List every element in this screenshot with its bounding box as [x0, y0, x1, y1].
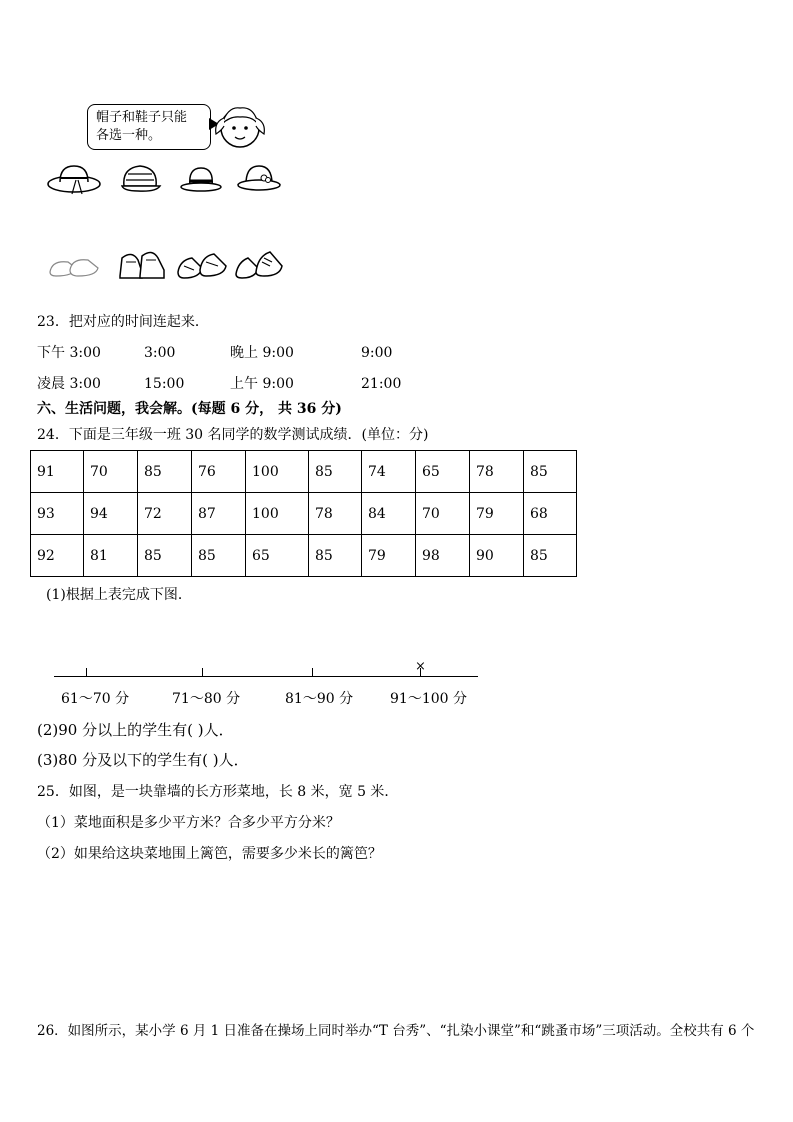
table-cell: 85: [309, 535, 362, 577]
speech-text-line1: 帽子和鞋子只能: [96, 110, 188, 125]
table-cell: 78: [309, 493, 362, 535]
number-line-tick: [86, 668, 87, 677]
table-cell: 76: [192, 451, 246, 493]
table-cell: 92: [31, 535, 84, 577]
q24-prompt: 24．下面是三年级一班 30 名同学的数学测试成绩．(单位：分): [37, 427, 429, 443]
shoe-boots-icon: [116, 246, 168, 282]
number-line-label: 91～100 分: [390, 691, 467, 707]
section6-heading: 六、生活问题，我会解。(每题 6 分， 共 36 分): [37, 401, 342, 417]
table-cell: 70: [416, 493, 470, 535]
shoe-slippers-icon: [46, 250, 102, 280]
q23-row2-col2: 15:00: [144, 376, 185, 392]
table-cell: 78: [470, 451, 524, 493]
table-row: [31, 535, 577, 577]
q26-prompt: 26．如图所示，某小学 6 月 1 日准备在操场上同时举办“T 台秀”、“扎染小课堂”和“跳蚤市场”三项活动。全校共有 6 个: [37, 1023, 755, 1039]
table-row: [31, 451, 577, 493]
table-row: [31, 493, 577, 535]
number-line-label: 81～90 分: [285, 691, 354, 707]
shoe-sneakers-icon: [176, 248, 228, 282]
table-cell: 79: [362, 535, 416, 577]
table-cell: 65: [246, 535, 309, 577]
table-cell: 79: [470, 493, 524, 535]
table-cell: 85: [192, 535, 246, 577]
flower-hat-icon: [236, 160, 282, 198]
table-cell: 85: [524, 535, 577, 577]
q24-sub2: (2)90 分以上的学生有( )人．: [37, 721, 234, 739]
q25-sub1: （1）菜地面积是多少平方米？合多少平方分米？: [37, 815, 340, 831]
q24-sub3: (3)80 分及以下的学生有( )人．: [37, 751, 249, 769]
fedora-hat-icon: [178, 160, 224, 198]
table-cell: 93: [31, 493, 84, 535]
table-cell: 72: [138, 493, 192, 535]
score-table: [30, 450, 577, 577]
q23-row1-col3: 晚上 9:00: [230, 345, 294, 361]
speech-bubble: [87, 104, 211, 150]
hat-wide-brim-icon: [46, 160, 102, 198]
table-cell: 91: [31, 451, 84, 493]
number-line-label: 61～70 分: [61, 691, 130, 707]
q24-sub1: (1)根据上表完成下图．: [46, 587, 192, 603]
q23-prompt: 23．把对应的时间连起来．: [37, 314, 209, 330]
q23-row2-col3: 上午 9:00: [230, 376, 294, 392]
q25-sub2: （2）如果给这块菜地围上篱笆，需要多少米长的篱笆？: [37, 846, 382, 862]
table-cell: 100: [246, 451, 309, 493]
table-cell: 90: [470, 535, 524, 577]
table-cell: 74: [362, 451, 416, 493]
girl-illustration: [208, 100, 268, 156]
q23-row1-col2: 3:00: [144, 345, 176, 361]
q23-row2-col1: 凌晨 3:00: [37, 376, 101, 392]
number-line-tick: [312, 668, 313, 677]
table-cell: 81: [84, 535, 138, 577]
table-cell: 100: [246, 493, 309, 535]
q23-row1-col1: 下午 3:00: [37, 345, 101, 361]
table-cell: 65: [416, 451, 470, 493]
number-line-label: 71～80 分: [172, 691, 241, 707]
table-cell: 87: [192, 493, 246, 535]
table-cell: 94: [84, 493, 138, 535]
q25-prompt: 25．如图，是一块靠墙的长方形菜地，长 8 米，宽 5 米．: [37, 784, 399, 800]
table-cell: 85: [138, 451, 192, 493]
table-cell: 98: [416, 535, 470, 577]
number-line-cross-marker: ×: [415, 659, 426, 674]
q23-row2-col4: 21:00: [361, 376, 402, 392]
table-cell: 85: [309, 451, 362, 493]
table-cell: 85: [524, 451, 577, 493]
table-cell: 68: [524, 493, 577, 535]
cap-icon: [118, 160, 164, 198]
number-line-tick: [202, 668, 203, 677]
table-cell: 70: [84, 451, 138, 493]
q23-row1-col4: 9:00: [361, 345, 393, 361]
table-cell: 85: [138, 535, 192, 577]
number-line-axis: [54, 676, 478, 677]
table-cell: 84: [362, 493, 416, 535]
shoe-hightops-icon: [234, 248, 284, 282]
speech-text-line2: 各选一种。: [96, 128, 162, 143]
